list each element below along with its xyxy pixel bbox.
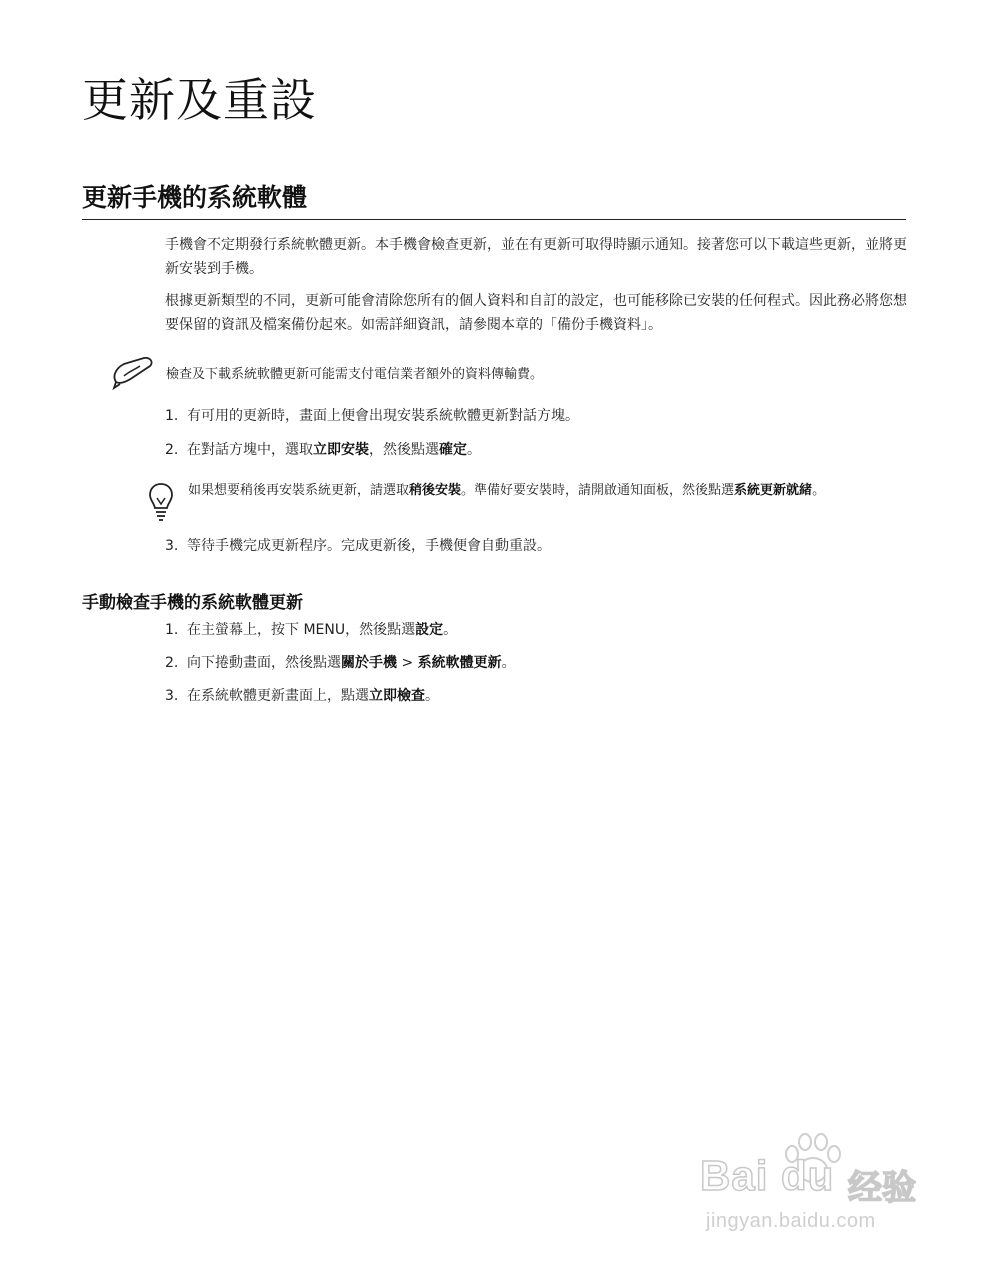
step-text: 在系統軟體更新畫面上，點選 [187,688,369,704]
step-1 [165,405,907,427]
baidu-watermark [700,1130,940,1250]
tip-block [110,480,907,526]
bold-install-later: 稍後安裝 [409,483,462,498]
step-number: 1. [165,622,179,638]
step-text: > [397,655,418,671]
step-number: 3. [165,538,179,554]
subsection-title: 手動檢查手機的系統軟體更新 [82,593,303,613]
bold-system-update-ready: 系統更新就緒 [734,483,813,498]
watermark-cn: 经验 [848,1168,916,1208]
step-text: 等待手機完成更新程序。完成更新後，手機便會自動重設。 [187,538,551,554]
note-text: 檢查及下載系統軟體更新可能需支付電信業者額外的資料傳輸費。 [166,367,544,382]
lightbulb-icon [148,482,174,522]
paragraph-intro: 手機會不定期發行系統軟體更新。本手機會檢查更新，並在有更新可取得時顯示通知。接著您可以下載這些更新，並將更新安裝到手機。 [165,237,907,277]
step-text: 在對話方塊中，選取 [187,442,313,458]
step-text: ，然後點選 [369,442,439,458]
step-text: 有可用的更新時，畫面上便會出現安裝系統軟體更新對話方塊。 [187,408,579,424]
step-3 [165,535,907,557]
section-title: 更新手機的系統軟體 [82,178,906,220]
step-2 [165,439,907,461]
bold-ok: 確定 [439,442,467,458]
bold-about-phone: 關於手機 [341,655,397,671]
sub-step-3 [165,685,907,707]
watermark-url: jingyan.baidu.com [706,1210,876,1232]
tip-text: 如果想要稍後再安裝系統更新，請選取稍後安裝。準備好要安裝時，請開啟通知面板，然後點選系統更新就緒。 [188,483,826,498]
step-text: 。 [425,688,439,704]
bold-system-software-update: 系統軟體更新 [417,655,502,671]
step-text: 向下捲動畫面，然後點選 [187,655,341,671]
step-text: 。 [443,622,458,638]
step-number: 3. [165,688,179,704]
page-title: 更新及重設 [82,73,317,127]
step-number: 2. [165,655,179,671]
step-text: 。 [467,442,481,458]
bold-install-now: 立即安裝 [313,442,369,458]
step-number: 1. [165,408,179,424]
bold-check-now: 立即檢查 [369,688,425,704]
sub-step-1 [165,619,907,641]
note-block [110,356,907,390]
step-text: 。 [501,655,516,671]
sub-step-2 [165,652,907,674]
watermark-brand: Bai du [700,1152,835,1199]
paragraph-warning: 根據更新類型的不同，更新可能會清除您所有的個人資料和自訂的設定，也可能移除已安裝的任何程式。因此務必將您想要保留的資訊及檔案備份起來。如需詳細資訊，請參閱本章的「備份手機資料」。 [165,293,907,333]
bold-settings: 設定 [415,622,444,638]
step-text: 在主螢幕上，按下 MENU，然後點選 [187,622,416,638]
step-number: 2. [165,442,179,458]
note-pen-icon [110,356,156,390]
